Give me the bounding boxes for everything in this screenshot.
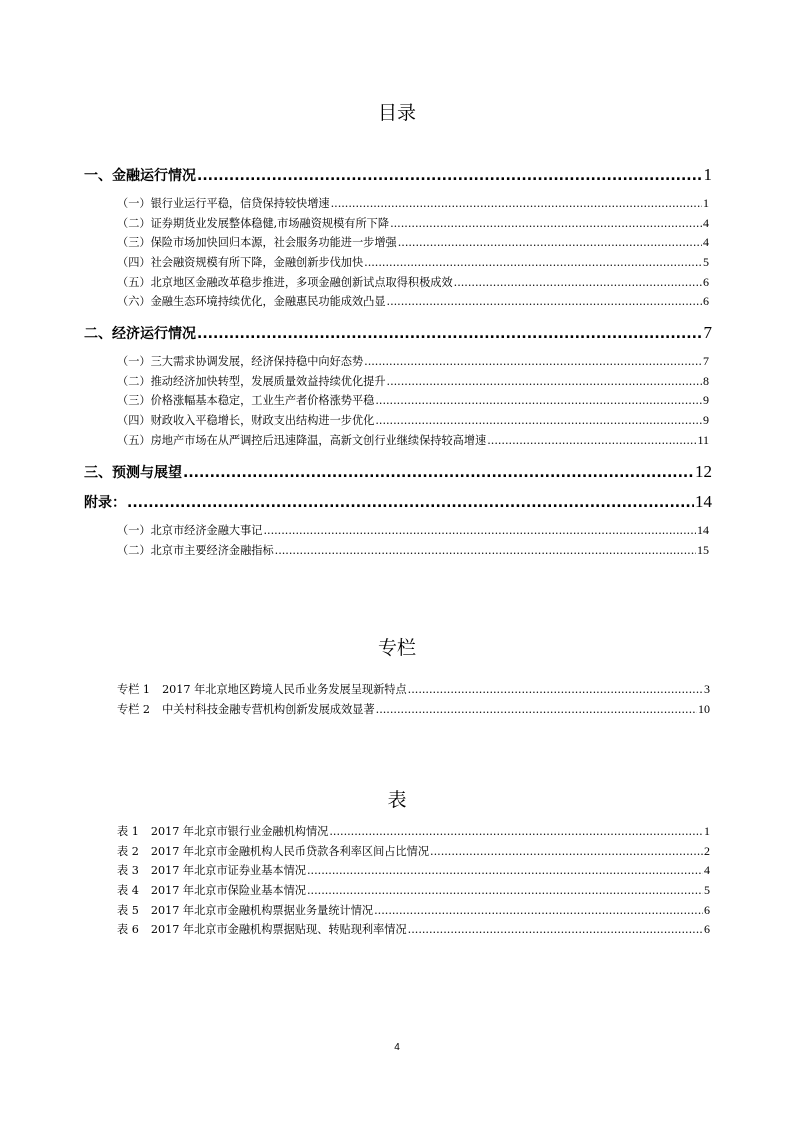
- toc-section: [84, 322, 712, 450]
- columns-list: [117, 680, 710, 719]
- entry-label: 二、经济运行情况: [84, 326, 196, 342]
- entry-prefix: 表 5: [117, 903, 139, 917]
- entry-page: 2: [704, 843, 710, 858]
- toc-section: [84, 461, 712, 491]
- entry-label: 三、预测与展望: [84, 465, 182, 481]
- entry-page: 8: [703, 373, 709, 388]
- table-entry[interactable]: [117, 920, 710, 940]
- entry-label: 一、金融运行情况: [84, 168, 196, 184]
- toc-section: [84, 491, 712, 560]
- column-entry[interactable]: [117, 700, 710, 720]
- entry-page: 9: [703, 393, 709, 408]
- entry-label: （五）北京地区金融改革稳步推进，多项金融创新试点取得积极成效: [117, 275, 453, 289]
- toc-section-entry[interactable]: [84, 322, 712, 352]
- dot-leader: [329, 822, 703, 842]
- entry-prefix: 表 1: [117, 825, 139, 838]
- toc-subentry[interactable]: [117, 431, 709, 451]
- dot-leader: [197, 323, 703, 345]
- entry-prefix: 表 6: [117, 923, 139, 937]
- toc-section-entry[interactable]: [84, 491, 712, 521]
- entry-label: （一）三大需求协调发展，经济保持稳中向好态势: [117, 355, 364, 368]
- toc-subentry[interactable]: [117, 372, 709, 392]
- dot-leader: [263, 521, 696, 541]
- entry-page: 4: [703, 235, 709, 250]
- entry-label: （一）北京市经济金融大事记: [117, 524, 263, 537]
- toc-section-entry[interactable]: [84, 461, 712, 491]
- toc-subentry[interactable]: [117, 521, 709, 541]
- entry-label: （四）财政收入平稳增长，财政支出结构进一步优化: [117, 414, 375, 428]
- entry-label: （三）价格涨幅基本稳定，工业生产者价格涨势平稳: [117, 394, 375, 408]
- page-number: 4: [394, 1042, 400, 1053]
- entry-page: 4: [704, 863, 710, 878]
- entry-label: （二）推动经济加快转型，发展质量效益持续优化提升: [117, 374, 386, 388]
- entry-label: 2017 年北京市银行业金融机构情况: [150, 825, 329, 838]
- dot-leader: [197, 165, 703, 187]
- entry-label: 附录：: [84, 495, 126, 511]
- toc-subentry[interactable]: [117, 273, 709, 293]
- toc-subentry[interactable]: [117, 292, 709, 312]
- entry-page: 6: [703, 274, 709, 289]
- table-entry[interactable]: [117, 822, 710, 842]
- entry-page: 5: [703, 255, 709, 270]
- entry-label: 中关村科技金融专营机构创新发展成效显著: [162, 702, 375, 716]
- dot-leader: [408, 680, 703, 700]
- dot-leader: [454, 273, 702, 293]
- entry-page: 14: [695, 492, 712, 511]
- entry-label: （二）证券期货业发展整体稳健,市场融资规模有所下降: [117, 216, 390, 230]
- entry-label: （二）北京市主要经济金融指标: [117, 543, 274, 557]
- table-entry[interactable]: [117, 881, 710, 901]
- dot-leader: [375, 411, 702, 431]
- entry-prefix: 专栏 1: [117, 683, 151, 696]
- toc-subentry[interactable]: [117, 214, 709, 234]
- toc-subentry[interactable]: [117, 194, 709, 214]
- columns-title: 专栏: [377, 637, 416, 659]
- entry-page: 9: [703, 413, 709, 428]
- tables-list: [117, 822, 710, 940]
- dot-leader: [387, 372, 702, 392]
- toc-section-entry[interactable]: [84, 164, 712, 194]
- dot-leader: [364, 253, 702, 273]
- dot-leader: [364, 352, 702, 372]
- toc-title: 目录: [377, 102, 416, 124]
- entry-page: 4: [703, 215, 709, 230]
- entry-label: （一）银行业运行平稳，信贷保持较快增速: [117, 197, 330, 210]
- entry-page: 7: [703, 354, 709, 368]
- column-entry[interactable]: [117, 680, 710, 700]
- entry-prefix: 表 3: [117, 864, 139, 878]
- toc-subentry[interactable]: [117, 391, 709, 411]
- entry-page: 6: [704, 922, 710, 937]
- entry-page: 7: [703, 323, 712, 342]
- table-entry[interactable]: [117, 842, 710, 862]
- entry-prefix: 表 4: [117, 884, 139, 898]
- entry-label: 2017 年北京地区跨境人民币业务发展呈现新特点: [162, 683, 407, 696]
- toc-subentry[interactable]: [117, 233, 709, 253]
- entry-page: 15: [697, 542, 709, 557]
- dot-leader: [487, 431, 696, 451]
- dot-leader: [275, 541, 696, 561]
- dot-leader: [430, 842, 703, 862]
- entry-page: 1: [703, 196, 709, 210]
- dot-leader: [307, 881, 703, 901]
- entry-page: 10: [698, 701, 710, 716]
- entry-page: 3: [704, 682, 710, 696]
- toc-subentry[interactable]: [117, 352, 709, 372]
- entry-label: 2017 年北京市保险业基本情况: [150, 884, 306, 898]
- entry-page: 11: [697, 432, 709, 447]
- entry-prefix: 专栏 2: [117, 702, 151, 716]
- dot-leader: [307, 861, 703, 881]
- dot-leader: [183, 462, 694, 484]
- entry-page: 5: [704, 883, 710, 898]
- entry-label: 2017 年北京市金融机构票据贴现、转贴现利率情况: [150, 923, 407, 937]
- entry-label: 2017 年北京市金融机构人民币贷款各利率区间占比情况: [150, 844, 430, 858]
- entry-page: 14: [697, 523, 709, 537]
- entry-page: 6: [703, 294, 709, 309]
- dot-leader: [398, 233, 702, 253]
- dot-leader: [127, 492, 694, 514]
- entry-prefix: 表 2: [117, 844, 139, 858]
- toc-subentry[interactable]: [117, 253, 709, 273]
- toc-section: [84, 164, 712, 312]
- dot-leader: [376, 700, 697, 720]
- entry-label: 2017 年北京市金融机构票据业务量统计情况: [150, 903, 374, 917]
- dot-leader: [331, 194, 702, 214]
- entry-page: 12: [695, 462, 712, 481]
- table-entry[interactable]: [117, 901, 710, 921]
- entry-page: 1: [704, 824, 710, 838]
- entry-label: （三）保险市场加快回归本源，社会服务功能进一步增强: [117, 236, 397, 250]
- entry-label: （四）社会融资规模有所下降，金融创新步伐加快: [117, 256, 364, 270]
- toc-subentry[interactable]: [117, 541, 709, 561]
- dot-leader: [375, 391, 702, 411]
- dot-leader: [408, 920, 703, 940]
- dot-leader: [374, 901, 703, 921]
- entry-label: （六）金融生态环境持续优化，金融惠民功能成效凸显: [117, 295, 386, 309]
- dot-leader: [387, 292, 702, 312]
- entry-page: 1: [703, 165, 712, 184]
- dot-leader: [390, 214, 702, 234]
- toc-subentry[interactable]: [117, 411, 709, 431]
- table-entry[interactable]: [117, 861, 710, 881]
- entry-label: 2017 年北京市证券业基本情况: [150, 864, 306, 878]
- entry-page: 6: [704, 902, 710, 917]
- tables-title: 表: [387, 789, 407, 811]
- entry-label: （五）房地产市场在从严调控后迅速降温，高新文创行业继续保持较高增速: [117, 433, 487, 447]
